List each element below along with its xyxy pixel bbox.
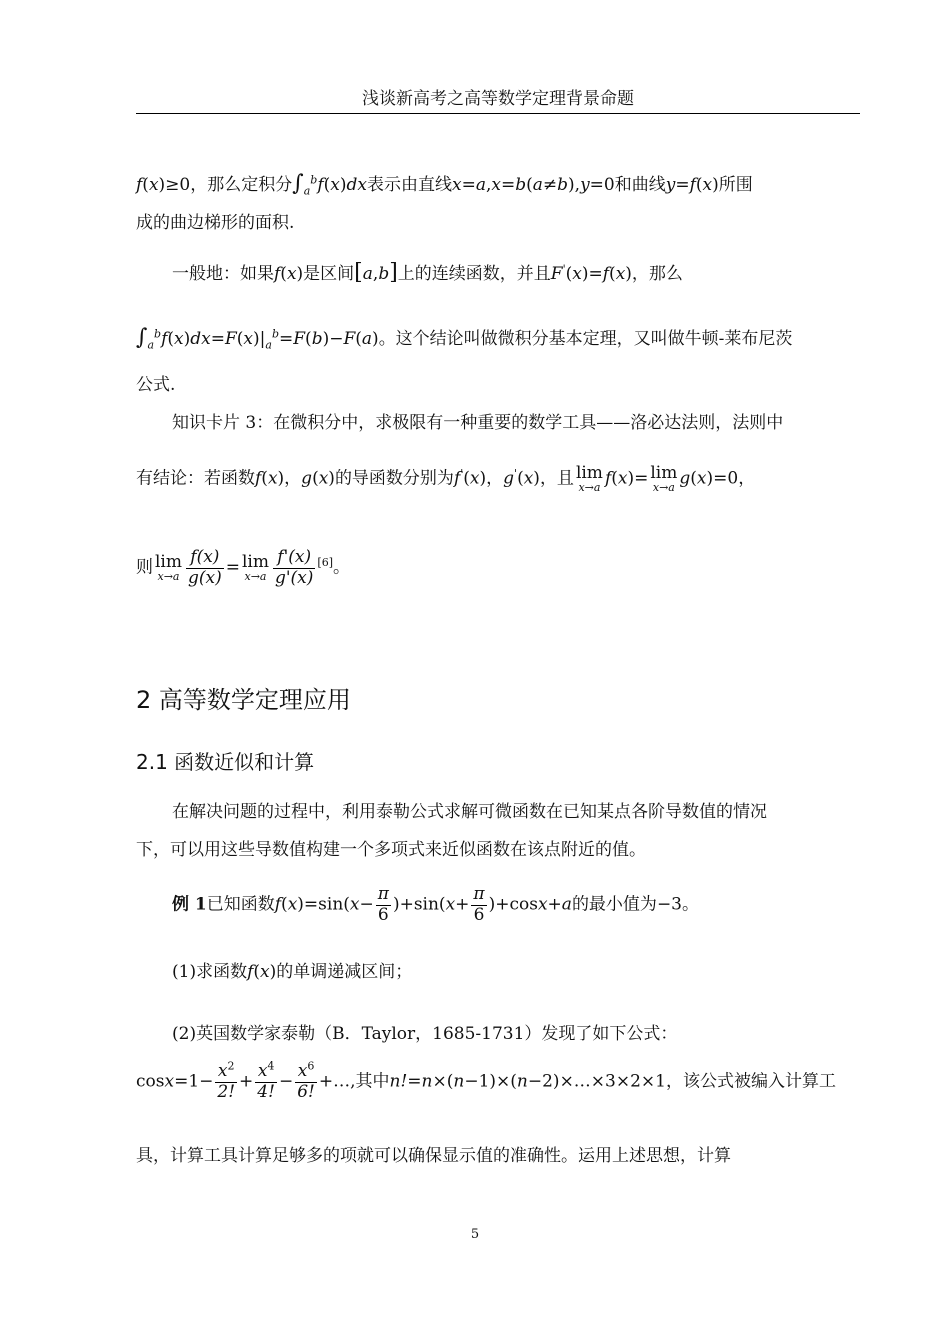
fraction-f-over-g: $\frac{f(x)}{g(x)}$ — [188, 547, 222, 588]
text-segment: 表示由直线 — [366, 175, 452, 195]
paragraph-line: 公式. — [136, 375, 176, 395]
text-segment: 有结论：若函数 — [136, 468, 255, 489]
min-value: −3 — [656, 894, 682, 915]
example-label: 例 1 — [172, 894, 207, 915]
text-segment: 上的连续函数，并且 — [397, 264, 551, 284]
text-segment: ，该公式被编入计算工 — [666, 1071, 836, 1092]
paragraph-line: 下，可以用这些导数值构建一个多项式来近似函数在该点附近的值。 — [136, 840, 646, 860]
paragraph-lhopital: 有结论：若函数f(x)，g(x)的导函数分别为f'(x)，g'(x)，且 lim x→a f(x)= lim x→a g(x)=0， — [136, 463, 756, 494]
text-segment: 是区间 — [303, 264, 355, 284]
question-2: (2)英国数学家泰勒（B．Taylor，1685-1731）发现了如下公式： — [172, 1024, 678, 1044]
formula-integral: f — [317, 175, 324, 195]
section-heading-2-1: 2.1 函数近似和计算 — [136, 750, 315, 774]
limit-expression: lim x→a — [575, 463, 603, 494]
text-segment: 和曲线 — [614, 175, 666, 195]
paragraph-line: 成的曲边梯形的面积. — [136, 213, 295, 233]
paragraph-card3: 知识卡片 3：在微积分中，求极限有一种重要的数学工具——洛必达法则，法则中 — [172, 413, 784, 433]
formula-f-nonnegative: f — [136, 175, 143, 195]
citation: [6] — [317, 555, 333, 569]
text-segment: (1)求函数 — [172, 962, 248, 982]
fraction-fprime-over-gprime: $\frac{f'(x)}{g'(x)}$ — [274, 547, 314, 588]
text-segment: 一般地：如果 — [172, 264, 274, 284]
text-segment: ， — [738, 468, 756, 489]
text-segment: 其中 — [355, 1071, 390, 1092]
formula-curve: y — [665, 175, 676, 195]
formula-lines: x — [451, 175, 462, 195]
page-number: 5 — [470, 1227, 480, 1242]
formula-factorial: n! — [389, 1071, 408, 1092]
page-header: 浅谈新高考之高等数学定理背景命题 — [136, 84, 860, 114]
fraction-pi-6: $\frac{\pi}{6}$ — [377, 884, 389, 925]
text-segment: 已知函数 — [206, 894, 275, 915]
paragraph-lhopital-result: 则 lim x→a $\frac{f(x)}{g(x)}$ = lim x→a $\frac{f'(x)}{g'(x)}$ [6]。 — [136, 547, 350, 588]
text-segment: ， — [284, 468, 302, 489]
paragraph-newton-leibniz: $\int_a^bf(x)dx=F(x)|_a^b=F(b)-F(a)$。这个结论叫做微积分基本定理，又叫做牛顿-莱布尼茨 — [136, 325, 793, 352]
text-segment: ，那么 — [631, 264, 683, 284]
paragraph-taylor-intro: 在解决问题的过程中，利用泰勒公式求解可微函数在已知某点各阶导数值的情况 — [172, 802, 767, 822]
text-segment: 。 — [682, 894, 699, 915]
text-segment: 则 — [136, 557, 153, 578]
formula-newton-leibniz: f — [161, 329, 168, 349]
text-segment: ，且 — [539, 468, 574, 489]
paragraph-line: 具，计算工具计算足够多的项就可以确保显示值的准确性。运用上述思想，计算 — [136, 1146, 731, 1166]
text-segment: 。这个结论叫做微积分基本定理，又叫做牛顿-莱布尼茨 — [378, 329, 793, 349]
paragraph-definite-integral: f(x)≥0，那么定积分$\int_a^bf(x)dx$表示由直线x=a,x=b(a≠b),y=0和曲线y=f(x)所围 — [136, 171, 753, 198]
formula-taylor-cos: cos — [136, 1071, 165, 1092]
section-heading-2: 2 高等数学定理应用 — [136, 686, 351, 714]
text-segment: 。 — [333, 557, 350, 578]
text-segment: ， — [486, 468, 504, 489]
text-segment: ，那么定积分 — [190, 175, 293, 195]
text-segment: 所围 — [718, 175, 753, 195]
text-segment: 的最小值为 — [571, 894, 657, 915]
text-segment: 的导函数分别为 — [334, 468, 454, 489]
question-1: (1)求函数f(x)的单调递减区间； — [172, 962, 413, 982]
text-segment: 的单调递减区间； — [276, 962, 413, 982]
paragraph-general: 一般地：如果f(x)是区间[a,b]上的连续函数，并且F'(x)=f(x)，那么 — [172, 260, 683, 285]
taylor-formula-line: cosx=1− $\frac{x^2}{2!}$ + $\frac{x^4}{4!}$ − $\frac{x^6}{6!}$ +…,其中n!=n×(n−1)×(n−2)×…×3×2×1，该公式被编入计算工 — [136, 1059, 836, 1102]
example-1: 例 1已知函数f(x)=sin(x− $\frac{\pi}{6}$ )+sin(x+ $\frac{\pi}{6}$ )+cosx+a的最小值为−3。 — [172, 884, 699, 925]
